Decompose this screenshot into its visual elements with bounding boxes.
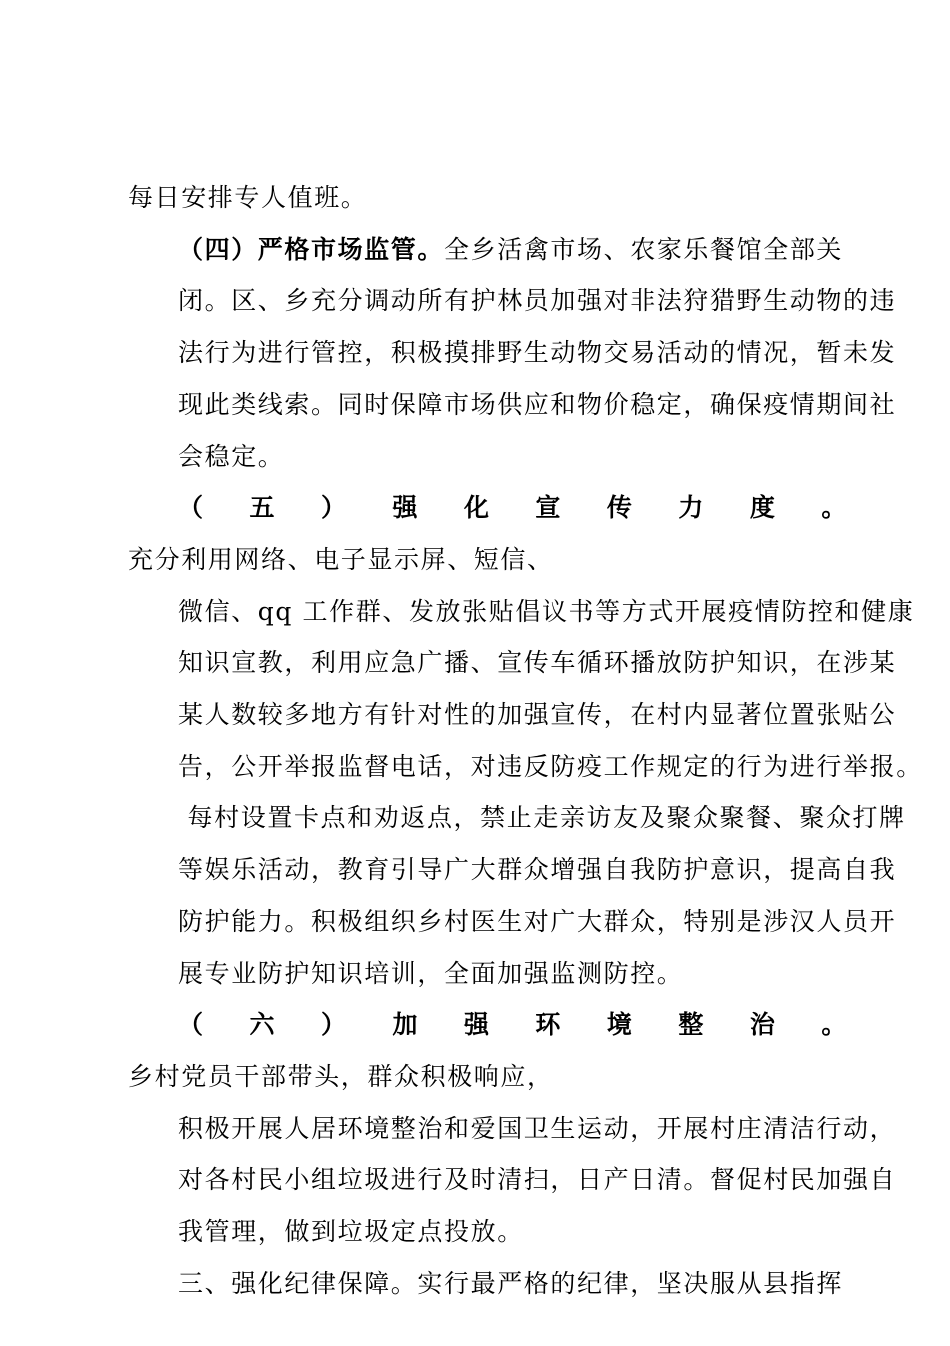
text-line: 每村设置卡点和劝返点，禁止走亲访友及聚众聚餐、聚众打牌 bbox=[178, 803, 906, 833]
paragraph-environment bbox=[128, 999, 897, 1258]
section-heading-3: 三、强化纪律保障。 bbox=[178, 1268, 418, 1298]
text-line: 现此类线索。同时保障市场供应和物价稳定，确保疫情期间社 bbox=[178, 389, 897, 419]
text-line: 乡村党员干部带头，群众积极响应， bbox=[128, 1061, 554, 1091]
text-line: 告，公开举报监督电话，对违反防疫工作规定的行为进行举报。 bbox=[178, 751, 923, 781]
paragraph-market-supervision bbox=[128, 224, 897, 483]
text-line: 法行为进行管控，积极摸排野生动物交易活动的情况，暂未发 bbox=[178, 338, 897, 368]
text-line: 全乡活禽市场、农家乐餐馆全部关 bbox=[444, 234, 844, 264]
text-line: 对各村民小组垃圾进行及时清扫，日产日清。督促村民加强自 bbox=[178, 1165, 897, 1195]
paragraph-discipline bbox=[128, 1258, 848, 1310]
paragraph-continuation bbox=[128, 172, 848, 224]
section-heading-6: （六）加强环境整治。 bbox=[178, 1010, 848, 1040]
text-line: 每日安排专人值班。 bbox=[128, 183, 368, 212]
text-line: 知识宣教，利用应急广播、宣传车循环播放防护知识，在涉某 bbox=[178, 648, 897, 678]
text-line: 闭。区、乡充分调动所有护林员加强对非法狩猎野生动物的违 bbox=[178, 286, 897, 316]
text-line: 微信、qq 工作群、发放张贴倡议书等方式开展疫情防控和健康 bbox=[178, 596, 915, 626]
text-line: 充分利用网络、电子显示屏、短信、 bbox=[128, 544, 554, 574]
paragraph-publicity bbox=[128, 482, 923, 999]
document-body bbox=[128, 172, 923, 1309]
text-line: 实行最严格的纪律，坚决服从县指挥 bbox=[417, 1268, 844, 1298]
text-line: 会稳定。 bbox=[178, 441, 285, 471]
text-line: 我管理，做到垃圾定点投放。 bbox=[178, 1217, 524, 1247]
text-line: 等娱乐活动，教育引导广大群众增强自我防护意识，提高自我 bbox=[178, 855, 897, 885]
text-line: 展专业防护知识培训，全面加强监测防控。 bbox=[178, 958, 684, 988]
section-heading-5: （五）强化宣传力度。 bbox=[178, 493, 848, 523]
text-line: 防护能力。积极组织乡村医生对广大群众，特别是涉汉人员开 bbox=[178, 906, 897, 936]
section-heading-4: （四）严格市场监管。 bbox=[178, 234, 445, 264]
text-line: 积极开展人居环境整治和爱国卫生运动，开展村庄清洁行动， bbox=[178, 1113, 897, 1143]
text-line: 某人数较多地方有针对性的加强宣传，在村内显著位置张贴公 bbox=[178, 700, 897, 730]
